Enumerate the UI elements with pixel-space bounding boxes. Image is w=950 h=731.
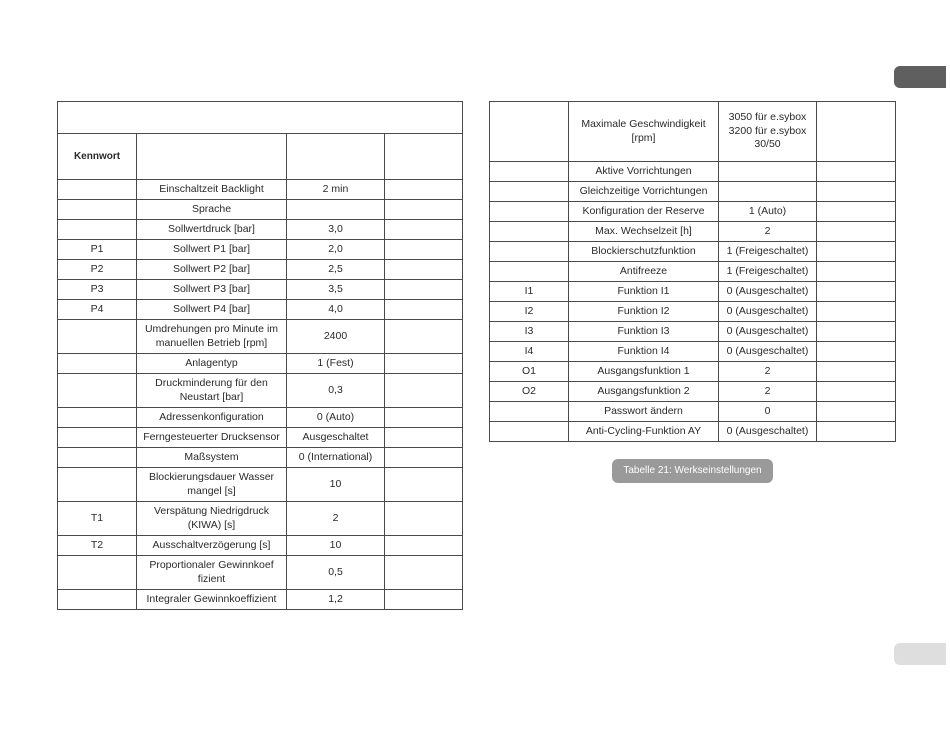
table-row xyxy=(58,468,463,502)
parameter-code xyxy=(58,590,137,610)
parameter-code xyxy=(490,202,569,222)
table-row xyxy=(490,202,896,222)
table-row xyxy=(58,240,463,260)
parameter-value: 3050 für e.sybox 3200 für e.sybox 30/50 xyxy=(719,102,817,162)
table-row xyxy=(58,354,463,374)
parameter-value: 0 (Ausgeschaltet) xyxy=(719,282,817,302)
parameter-code: I2 xyxy=(490,302,569,322)
parameter-code: P3 xyxy=(58,280,137,300)
parameter-code xyxy=(58,354,137,374)
parameter-name: Proportionaler Gewinnkoef fizient xyxy=(137,556,287,590)
table-row xyxy=(490,222,896,242)
parameter-value: 1 (Auto) xyxy=(719,202,817,222)
parameter-code xyxy=(58,408,137,428)
parameter-extra xyxy=(817,282,896,302)
parameter-code xyxy=(58,220,137,240)
parameter-name: Konfiguration der Reserve xyxy=(569,202,719,222)
parameter-extra xyxy=(817,202,896,222)
parameter-name: Integraler Gewinnkoeffizient xyxy=(137,590,287,610)
parameter-code: P1 xyxy=(58,240,137,260)
parameter-name: Funktion I2 xyxy=(569,302,719,322)
table-row xyxy=(490,262,896,282)
table-row xyxy=(490,342,896,362)
parameter-extra xyxy=(385,220,463,240)
parameter-name: Ferngesteuerter Drucksensor xyxy=(137,428,287,448)
table-row xyxy=(58,180,463,200)
parameter-value xyxy=(719,182,817,202)
table-caption: Tabelle 21: Werkseinstellungen xyxy=(612,459,773,483)
parameter-value: 0 (International) xyxy=(287,448,385,468)
table-row xyxy=(490,382,896,402)
parameter-code: T1 xyxy=(58,502,137,536)
parameter-value: 10 xyxy=(287,536,385,556)
parameter-code: O1 xyxy=(490,362,569,382)
table-row xyxy=(58,536,463,556)
parameter-extra xyxy=(385,374,463,408)
parameter-name: Ausgangsfunktion 2 xyxy=(569,382,719,402)
parameter-extra xyxy=(385,240,463,260)
parameter-code xyxy=(490,182,569,202)
table-row xyxy=(490,322,896,342)
parameter-extra xyxy=(817,222,896,242)
parameter-value: 2 xyxy=(719,382,817,402)
parameter-name: Blockierungsdauer Wasser mangel [s] xyxy=(137,468,287,502)
parameter-value: 3,5 xyxy=(287,280,385,300)
parameter-value: 0,5 xyxy=(287,556,385,590)
parameter-extra xyxy=(385,200,463,220)
parameter-name: Sollwert P1 [bar] xyxy=(137,240,287,260)
parameter-code: I3 xyxy=(490,322,569,342)
parameter-code xyxy=(58,448,137,468)
parameter-name: Ausschaltverzögerung [s] xyxy=(137,536,287,556)
parameter-code xyxy=(490,402,569,422)
parameter-extra xyxy=(817,242,896,262)
parameter-extra xyxy=(385,300,463,320)
parameter-value xyxy=(719,162,817,182)
parameter-value: Ausgeschaltet xyxy=(287,428,385,448)
parameter-name: Umdrehungen pro Minute im manuellen Betrieb [rpm] xyxy=(137,320,287,354)
parameter-name: Maximale Geschwindigkeit [rpm] xyxy=(569,102,719,162)
table-row xyxy=(58,448,463,468)
parameter-value xyxy=(287,200,385,220)
table-header-row xyxy=(58,134,463,180)
parameter-name: Sprache xyxy=(137,200,287,220)
parameter-extra xyxy=(817,182,896,202)
table-row xyxy=(58,428,463,448)
parameter-extra xyxy=(817,162,896,182)
parameter-extra xyxy=(385,180,463,200)
parameter-extra xyxy=(817,102,896,162)
parameter-extra xyxy=(817,422,896,442)
parameter-name: Passwort ändern xyxy=(569,402,719,422)
parameter-extra xyxy=(385,448,463,468)
parameter-name: Sollwert P2 [bar] xyxy=(137,260,287,280)
table-row xyxy=(490,282,896,302)
parameter-code xyxy=(490,102,569,162)
parameter-code xyxy=(490,422,569,442)
parameter-name: Maßsystem xyxy=(137,448,287,468)
parameter-code xyxy=(58,200,137,220)
table-title-cell xyxy=(58,102,463,134)
parameter-value: 1 (Freigeschaltet) xyxy=(719,262,817,282)
table-row xyxy=(490,362,896,382)
kennwort-header: Kennwort xyxy=(58,134,137,180)
table-row xyxy=(58,556,463,590)
parameter-code: P4 xyxy=(58,300,137,320)
table-row xyxy=(58,260,463,280)
parameter-name: Ausgangsfunktion 1 xyxy=(569,362,719,382)
parameter-name: Adressenkonfiguration xyxy=(137,408,287,428)
parameter-value: 0 (Ausgeschaltet) xyxy=(719,302,817,322)
parameter-name: Funktion I1 xyxy=(569,282,719,302)
parameter-name: Funktion I4 xyxy=(569,342,719,362)
table-row xyxy=(58,590,463,610)
parameter-name: Aktive Vorrichtungen xyxy=(569,162,719,182)
parameter-extra xyxy=(385,320,463,354)
table-row xyxy=(490,182,896,202)
table-row xyxy=(490,242,896,262)
parameter-value: 0 (Auto) xyxy=(287,408,385,428)
parameter-name: Druckminderung für den Neustart [bar] xyxy=(137,374,287,408)
parameter-value: 0 xyxy=(719,402,817,422)
parameter-extra xyxy=(385,502,463,536)
table-row xyxy=(58,280,463,300)
parameter-extra xyxy=(385,408,463,428)
parameter-extra xyxy=(817,262,896,282)
parameter-name: Blockierschutzfunktion xyxy=(569,242,719,262)
parameter-code xyxy=(58,556,137,590)
parameter-value: 0 (Ausgeschaltet) xyxy=(719,422,817,442)
parameter-value: 2,0 xyxy=(287,240,385,260)
parameter-name: Einschaltzeit Backlight xyxy=(137,180,287,200)
parameter-extra xyxy=(385,468,463,502)
parameter-extra xyxy=(817,322,896,342)
parameter-code: O2 xyxy=(490,382,569,402)
parameter-extra xyxy=(385,536,463,556)
parameter-name: Sollwertdruck [bar] xyxy=(137,220,287,240)
table-row xyxy=(58,220,463,240)
header-cell-extra xyxy=(385,134,463,180)
parameter-value: 1 (Fest) xyxy=(287,354,385,374)
parameter-value: 0 (Ausgeschaltet) xyxy=(719,322,817,342)
factory-settings-table-right xyxy=(489,101,896,442)
chapter-tab xyxy=(894,643,946,665)
parameter-extra xyxy=(385,556,463,590)
parameter-code xyxy=(490,262,569,282)
parameter-value: 10 xyxy=(287,468,385,502)
parameter-code xyxy=(490,222,569,242)
table-row xyxy=(58,320,463,354)
parameter-name: Gleichzeitige Vorrichtungen xyxy=(569,182,719,202)
parameter-code xyxy=(490,162,569,182)
parameter-name: Anti-Cycling-Funktion AY xyxy=(569,422,719,442)
parameter-value: 2,5 xyxy=(287,260,385,280)
table-row xyxy=(58,502,463,536)
header-cell-value xyxy=(287,134,385,180)
table-row xyxy=(58,300,463,320)
parameter-code xyxy=(490,242,569,262)
table-row xyxy=(490,422,896,442)
parameter-extra xyxy=(817,342,896,362)
parameter-name: Max. Wechselzeit [h] xyxy=(569,222,719,242)
parameter-name: Sollwert P3 [bar] xyxy=(137,280,287,300)
parameter-extra xyxy=(385,260,463,280)
parameter-extra xyxy=(385,354,463,374)
parameter-value: 1,2 xyxy=(287,590,385,610)
parameter-extra xyxy=(385,428,463,448)
parameter-code: T2 xyxy=(58,536,137,556)
table-title-row xyxy=(58,102,463,134)
parameter-value: 2 xyxy=(287,502,385,536)
header-cell-name xyxy=(137,134,287,180)
chapter-tab-active xyxy=(894,66,946,88)
table-row xyxy=(58,374,463,408)
parameter-code xyxy=(58,428,137,448)
parameter-extra xyxy=(817,362,896,382)
parameter-name: Funktion I3 xyxy=(569,322,719,342)
parameter-value: 0,3 xyxy=(287,374,385,408)
parameter-value: 2 xyxy=(719,362,817,382)
table-row xyxy=(490,402,896,422)
parameter-code: I1 xyxy=(490,282,569,302)
table-row xyxy=(58,200,463,220)
parameter-code: I4 xyxy=(490,342,569,362)
parameter-value: 2400 xyxy=(287,320,385,354)
parameter-code: P2 xyxy=(58,260,137,280)
parameter-value: 2 min xyxy=(287,180,385,200)
table-row xyxy=(490,302,896,322)
parameter-code xyxy=(58,374,137,408)
parameter-value: 4,0 xyxy=(287,300,385,320)
factory-settings-table-left xyxy=(57,101,463,610)
table-row xyxy=(58,408,463,428)
parameter-extra xyxy=(385,590,463,610)
table-row xyxy=(490,162,896,182)
table-row xyxy=(490,102,896,162)
parameter-extra xyxy=(817,302,896,322)
parameter-code xyxy=(58,320,137,354)
parameter-name: Antifreeze xyxy=(569,262,719,282)
parameter-name: Anlagentyp xyxy=(137,354,287,374)
parameter-name: Verspätung Niedrigdruck (KIWA) [s] xyxy=(137,502,287,536)
parameter-extra xyxy=(817,382,896,402)
parameter-extra xyxy=(385,280,463,300)
parameter-value: 2 xyxy=(719,222,817,242)
parameter-value: 1 (Freigeschaltet) xyxy=(719,242,817,262)
parameter-value: 3,0 xyxy=(287,220,385,240)
parameter-name: Sollwert P4 [bar] xyxy=(137,300,287,320)
parameter-extra xyxy=(817,402,896,422)
parameter-value: 0 (Ausgeschaltet) xyxy=(719,342,817,362)
parameter-code xyxy=(58,468,137,502)
parameter-code xyxy=(58,180,137,200)
